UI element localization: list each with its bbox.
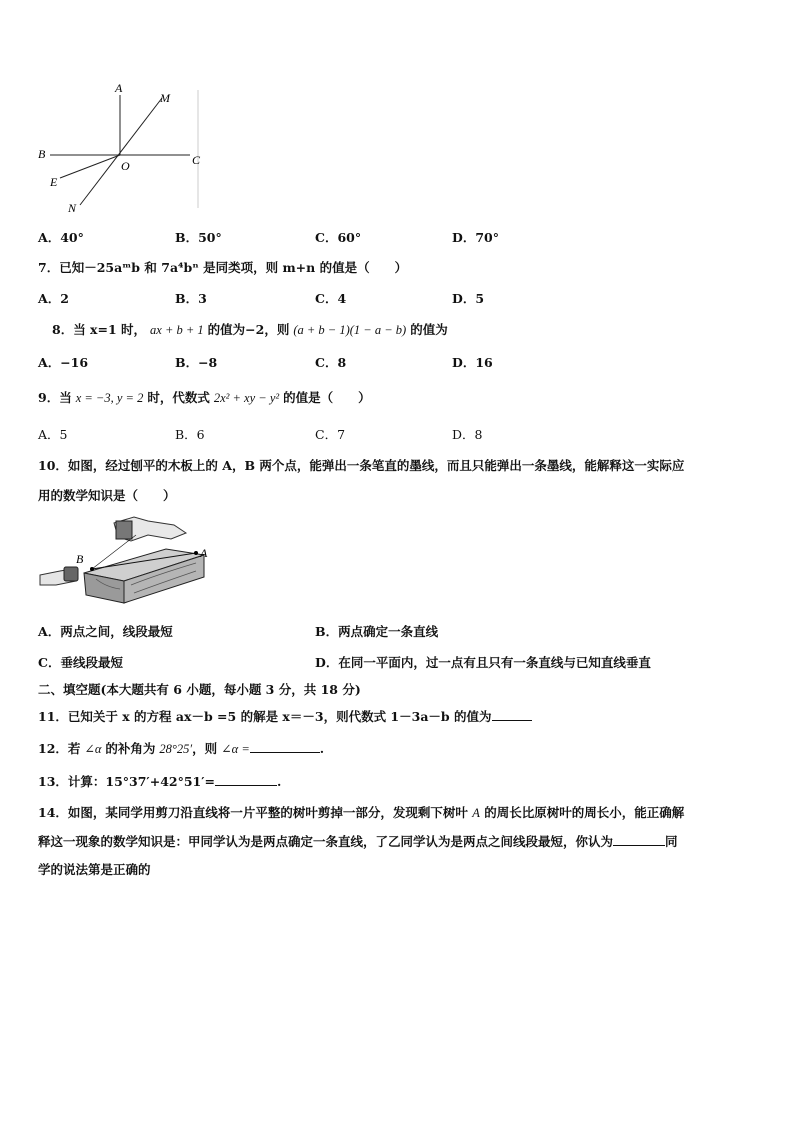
q6-option-c: C．60° xyxy=(315,230,362,245)
label-m: M xyxy=(160,91,170,105)
q10-option-b: B．两点确定一条直线 xyxy=(315,624,439,639)
q14-line1-suffix: 的周长比原树叶的周长小，能正确解 xyxy=(484,805,685,820)
q14-var-a: A xyxy=(472,806,480,820)
q14-line2-prefix: 释这一现象的数学知识是：甲同学认为是两点确定一条直线，了乙同学认为是两点之间线段最短，你认为 xyxy=(38,834,614,849)
q10-option-c: C．垂线段最短 xyxy=(38,655,123,670)
q8-option-b: B．−8 xyxy=(175,355,218,370)
q7-option-d: D．5 xyxy=(452,291,485,306)
q7-option-c: C．4 xyxy=(315,291,347,306)
section-2-heading: 二、填空题(本大题共有 6 小题，每小题 3 分，共 18 分) xyxy=(38,682,361,697)
q14-line1 xyxy=(38,805,684,821)
line-mn xyxy=(80,98,162,205)
q7-option-b: B．3 xyxy=(175,291,207,306)
q12-stem xyxy=(38,740,324,757)
q13-stem xyxy=(38,773,281,790)
q11-text: 11．已知关于 x 的方程 ax－b =5 的解是 x＝－3，则代数式 1－3a－b 的值为 xyxy=(38,709,492,724)
q11-stem xyxy=(38,708,532,725)
label-o: O xyxy=(121,159,130,173)
wood-board-figure xyxy=(36,515,226,605)
q10-line1: 10．如图，经过刨平的木板上的 A，B 两个点，能弹出一条笔直的墨线，而且只能弹出一条墨线，能解释这一实际应 xyxy=(38,458,685,473)
line-oe xyxy=(60,155,120,178)
q12-value: 28°25′ xyxy=(159,742,193,756)
q14-line1-prefix: 14．如图，某同学用剪刀沿直线将一片平整的树叶剪掉一部分，发现剩下树叶 xyxy=(38,805,468,820)
label-b: B xyxy=(38,147,46,161)
q8-option-a: A．−16 xyxy=(38,355,89,370)
q9-cond: x = −3, y = 2 xyxy=(75,391,144,405)
q14-line2 xyxy=(38,833,678,850)
angle-figure xyxy=(30,80,230,220)
q6-option-d: D．70° xyxy=(452,230,499,245)
q10-option-d: D．在同一平面内，过一点有且只有一条直线与已知直线垂直 xyxy=(315,655,651,670)
q13-end: . xyxy=(277,774,282,789)
q10-line2: 用的数学知识是（ ） xyxy=(38,488,176,503)
q14-answer-blank[interactable] xyxy=(613,833,665,846)
label-c: C xyxy=(192,153,201,167)
q8-middle: 的值为−2，则 xyxy=(207,322,290,337)
q8-suffix: 的值为 xyxy=(410,322,448,337)
label-a: A xyxy=(200,546,208,560)
q8-expr2: (a + b − 1)(1 − a − b) xyxy=(293,323,407,337)
q8-stem xyxy=(52,322,448,338)
q7-option-a: A．2 xyxy=(38,291,69,306)
label-a: A xyxy=(115,81,123,95)
q7-stem: 7．已知－25aᵐb 和 7a⁴bⁿ 是同类项，则 m+n 的值是（ ） xyxy=(38,260,408,275)
q6-option-b: B．50° xyxy=(175,230,222,245)
q9-stem xyxy=(38,390,371,406)
q12-end: . xyxy=(319,741,325,756)
q14-line3: 学的说法第是正确的 xyxy=(38,862,151,877)
q8-prefix: 8．当 x=1 时， xyxy=(52,322,147,337)
q8-expr1: ax + b + 1 xyxy=(150,323,204,337)
label-e: E xyxy=(50,175,58,189)
q14-line2-suffix: 同 xyxy=(665,834,678,849)
q6-option-a: A．40° xyxy=(38,230,84,245)
q13-prefix: 13．计算：15°37′+42°51′= xyxy=(38,774,216,789)
point-a xyxy=(194,551,198,555)
q8-option-c: C．8 xyxy=(315,355,347,370)
q10-option-a: A．两点之间，线段最短 xyxy=(38,624,173,639)
q12-then: ，则 xyxy=(192,741,218,756)
q9-middle: 时，代数式 xyxy=(147,390,210,405)
label-b: B xyxy=(76,552,84,566)
q12-answer-blank[interactable] xyxy=(250,740,320,753)
label-n: N xyxy=(68,201,77,215)
q8-option-d: D．16 xyxy=(452,355,493,370)
q9-prefix: 9．当 xyxy=(38,390,72,405)
q12-middle: 的补角为 xyxy=(105,741,156,756)
q12-angle: ∠α xyxy=(84,742,102,756)
q12-angle2: ∠α = xyxy=(221,742,250,756)
q9-suffix: 的值是（ ） xyxy=(283,390,371,405)
ink-pot xyxy=(64,567,78,581)
q11-answer-blank[interactable] xyxy=(492,708,532,721)
chalk-block xyxy=(116,521,132,539)
q9-option-d: D．8 xyxy=(452,427,483,442)
q9-option-c: C．7 xyxy=(315,427,346,442)
q13-answer-blank[interactable] xyxy=(215,773,277,786)
q9-option-b: B．6 xyxy=(175,427,205,442)
q9-option-a: A．5 xyxy=(38,427,68,442)
point-b xyxy=(90,567,94,571)
q9-expr: 2x² + xy − y² xyxy=(213,391,280,405)
q12-prefix: 12．若 xyxy=(38,741,81,756)
